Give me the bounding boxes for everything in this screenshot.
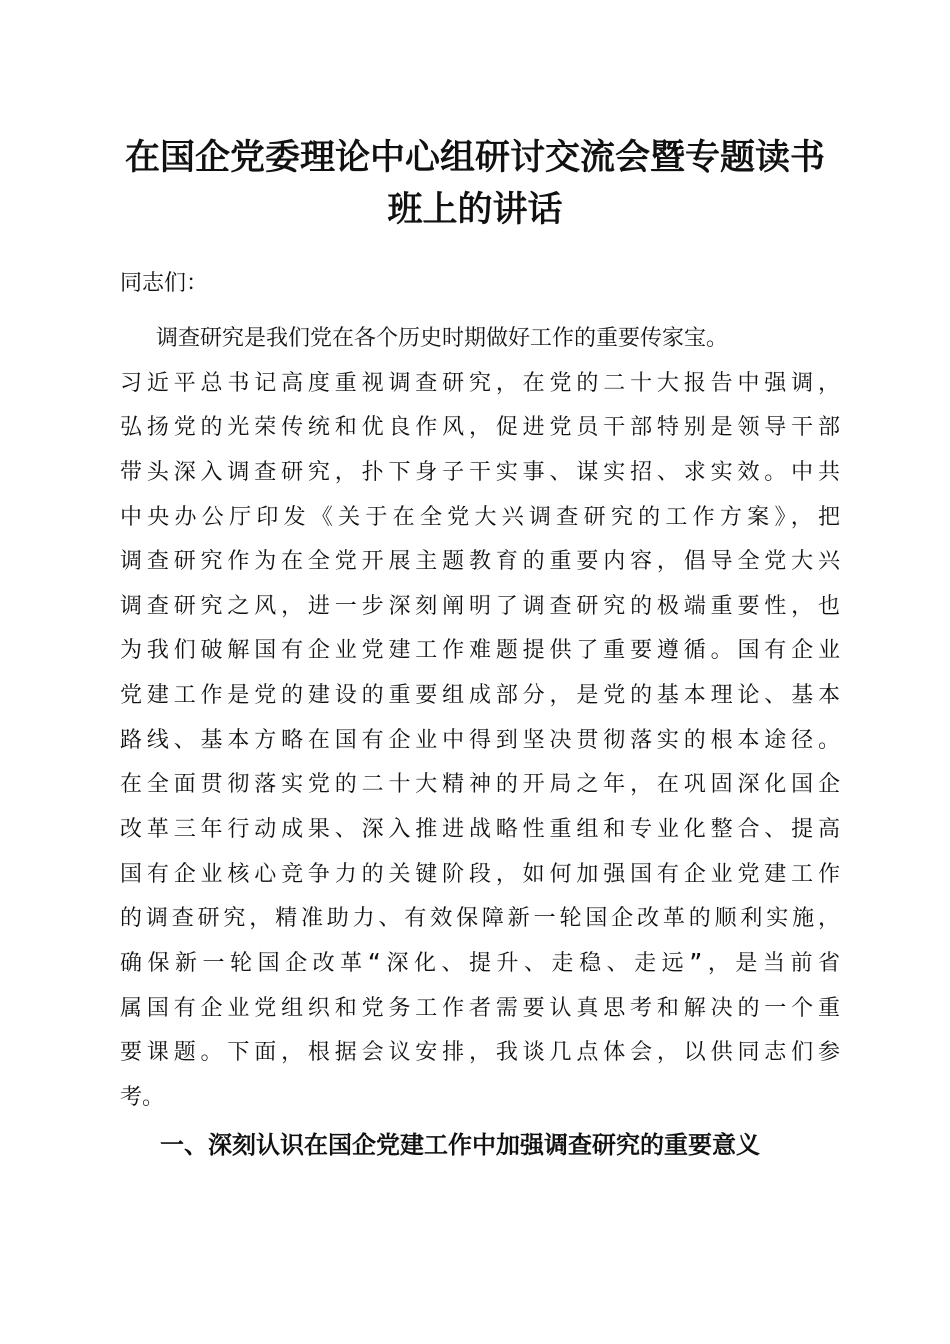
title-line-2: 班上的讲话 [387,189,563,230]
paragraph-line: 考。 [120,1084,165,1110]
title-line-1: 在国企党委理论中心组研讨交流会暨专题读书 [124,137,825,178]
section-heading: 一、深刻认识在国企党建工作中加强调查研究的重要意义 [160,1131,760,1159]
salutation: 同志们： [120,271,209,296]
paragraph-line: 路线、基本方略在国有企业中得到坚决贯彻落实的根本途径。 [120,727,840,753]
paragraph-line: 改革三年行动成果、深入推进战略性重组和专业化整合、提高 [120,817,840,843]
paragraph-line: 弘扬党的光荣传统和优良作风，促进党员干部特别是领导干部 [120,415,840,441]
paragraph-line: 党建工作是党的建设的重要组成部分，是党的基本理论、基本 [120,683,840,709]
paragraph-line: 要课题。下面，根据会议安排，我谈几点体会，以供同志们参 [120,1040,840,1066]
document-title [100,132,850,236]
paragraph-line: 的调查研究，精准助力、有效保障新一轮国企改革的顺利实施， [120,906,840,932]
paragraph-line: 调查研究之风，进一步深刻阐明了调查研究的极端重要性，也 [120,593,840,619]
paragraph-line: 带头深入调查研究，扑下身子干实事、谋实招、求实效。中共 [120,459,840,485]
paragraph-line: 属国有企业党组织和党务工作者需要认真思考和解决的一个重 [120,995,840,1021]
paragraph-line: 为我们破解国有企业党建工作难题提供了重要遵循。国有企业 [120,638,840,664]
paragraph-line: 国有企业核心竞争力的关键阶段，如何加强国有企业党建工作 [120,861,840,887]
paragraph-line: 调查研究作为在全党开展主题教育的重要内容，倡导全党大兴 [120,549,840,575]
paragraph-line: 在全面贯彻落实党的二十大精神的开局之年，在巩固深化国企 [120,772,840,798]
paragraph-line: 中央办公厅印发《关于在全党大兴调查研究的工作方案》，把 [120,504,840,530]
body-paragraph [120,321,840,1125]
paragraph-line: 确保新一轮国企改革“深化、提升、走稳、走远”，是当前省 [120,950,840,976]
paragraph-line: 习近平总书记高度重视调查研究，在党的二十大报告中强调， [120,370,840,396]
paragraph-line: 调查研究是我们党在各个历史时期做好工作的重要传家宝。 [156,326,729,351]
